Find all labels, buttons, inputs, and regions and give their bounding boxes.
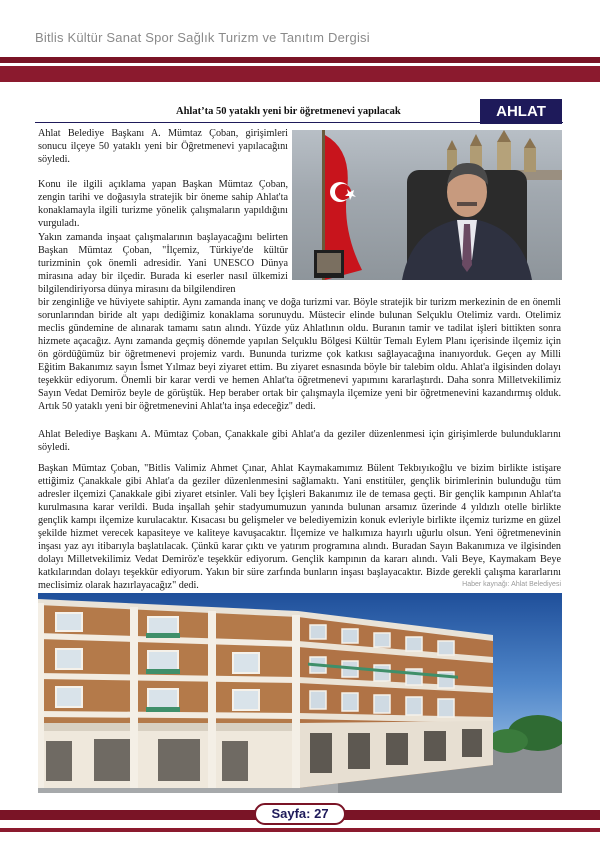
news-source: Haber kaynağı: Ahlat Belediyesi: [462, 581, 561, 588]
paragraph-canakkale: Ahlat Belediye Başkanı A. Mümtaz Çoban, Çanakkale gibi Ahlat'a da geziler düzenlenmesi için girişimlerde bulunduklarını söyledi.: [38, 429, 561, 453]
title-divider: [35, 122, 563, 123]
paragraph-hotel: bir zenginliğe ve hüviyete sahiptir. Aynı zamanda inanç ve doğa turizmi var. Böyle stratejik bir turizm merkezinin de en önemli sorunlarından biride alt yapı dediğimiz konaklama sorunuydu. Müstecir elinde bulunan Selçuklu Otelimiz vardı. Otelimiz meclis gündemine de alınarak tamamı satın alındı. Yüzde yüz Ahlatlının oldu. Buranın tamir ve tadilat işleri bittikten sonra hizmete açacağız. Aynı zamanda geçmiş dönemde yapılan Selçuklu Bölgesi Kültür Temalı Eylem Planı içerisinde ilçemiz için ön gördüğümüz bir öğretmenevi projemiz vardı. Bununda turizme çok katkısı sağlayacağına inanıyorduk. Geçen ay Milli Eğitim Bakanımız sayın İsmet Yılmaz beyi ziyaret ettim. Bu ziyaret esnasında böyle bir talebim oldu. Ahlat'a ilgisinden dolayı teşekkür ediyorum. Önemli bir karar verdi ve hemen Ahlat'ta öğretmenevi yapımını kararlaştırdı. Daha sonra Milletvekilimiz Sayın Vedat Demiröz beyle de görüştük. Hep beraber ortak bir çalışmayla ilçemize yeni bir öğretmenevini kazandırmış olduk. Artık 50 yataklı yeni bir öğretmenevini Ahlat'ta inşa edeceğiz" dedi.: [38, 297, 561, 412]
article-title: Ahlat’ta 50 yataklı yeni bir öğretmenevi yapılacak: [176, 106, 401, 117]
building-rendering: [38, 593, 562, 793]
footer-band-lower: [0, 828, 600, 832]
paragraph-unesco: Yakın zamanda inşaat çalışmalarının başlayacağını belirten Başkan Mümtaz Çoban, "İlçemiz, Türkiye'de kültür turizminin çok önemli adresidir. Yani UNESCO Dünya mirasına aday bir ilçedir. Burada ki eserler nasıl ülkemizi bilgilendiriyorsa dünya mirasını da bilgilendiren: [38, 232, 288, 295]
paragraph-tourism: Konu ile ilgili açıklama yapan Başkan Mümtaz Çoban, zengin tarihi ve doğasıyla stratejik bir öneme sahip Ahlat'ta konaklamayla ilgili turizme yönelik çalışmaların yapıldığını vurguladı.: [38, 179, 288, 229]
mayor-photo-illustration: [292, 130, 562, 280]
teachers-house-illustration: [38, 593, 562, 793]
section-badge: AHLAT: [480, 99, 562, 124]
header-band-thin: [0, 57, 600, 63]
paragraph-youth-camp: Başkan Mümtaz Çoban, "Bitlis Valimiz Ahmet Çınar, Ahlat Kaymakamımız Bülent Tekbıyıkoğlu ve bizim birlikte istişare ettiğimiz Çanakkale gibi Ahlat'a da geziler düzenlenmesini sağlamaktı. Yani enstitüler, gençlik birimlerinin bulunduğu tüm adresler ilçemizi Çanakkale gibi ziyaret etsinler. Vali bey İçişleri Bakanımız ile de temasa geçti. Bir gençlik kampının Ahlat'ta kurulmasına karar verildi. Buda inşallah şehir stadyumumuzun yanında bulunan arsamız üzerinde 4 yıldızlı otelle birlikte gençlik kampı ilçemize kurulacaktır. Kısacası bu gelişmeler ve belediyemizin konuk evleriyle birlikte ilçemiz turizme en güzel şekilde hizmet verecek kapasiteye ve kaliteye kavuşacaktır. İlçemize ve halkımıza hayırlı uğurlu olsun. Yeni öğretmenevinin inşası yaz ayı itibarıyla başlatılacak. Çünkü karar çıktı ve yatırım programına alındı. Buradan Sayın Bakanımıza ve ilgisinden dolayı Milletvekilimiz Vedat Demiröz'e teşekkür ediyorum. Gençlik kampının da kararı alındı. Vali Beye, Kaymakam Beye katkılarından dolayı teşekkür ediyorum. Yakın bir süre zarfında bunların inşası başlayacaktır. Bizde gerekli çalışma kararlarını meclisimiz olarak hazırlayacağız" dedi.: [38, 463, 561, 591]
mayor-photo: [292, 130, 562, 280]
header-band-thick: [0, 66, 600, 82]
page-number: Sayfa: 27: [254, 803, 346, 825]
magazine-title: Bitlis Kültür Sanat Spor Sağlık Turizm ve Tanıtım Dergisi: [35, 30, 370, 45]
paragraph-intro: Ahlat Belediye Başkanı A. Mümtaz Çoban, girişimleri sonucu ilçeye 50 yataklı yeni bir Öğretmenevi yapılacağını söyledi.: [38, 128, 288, 165]
